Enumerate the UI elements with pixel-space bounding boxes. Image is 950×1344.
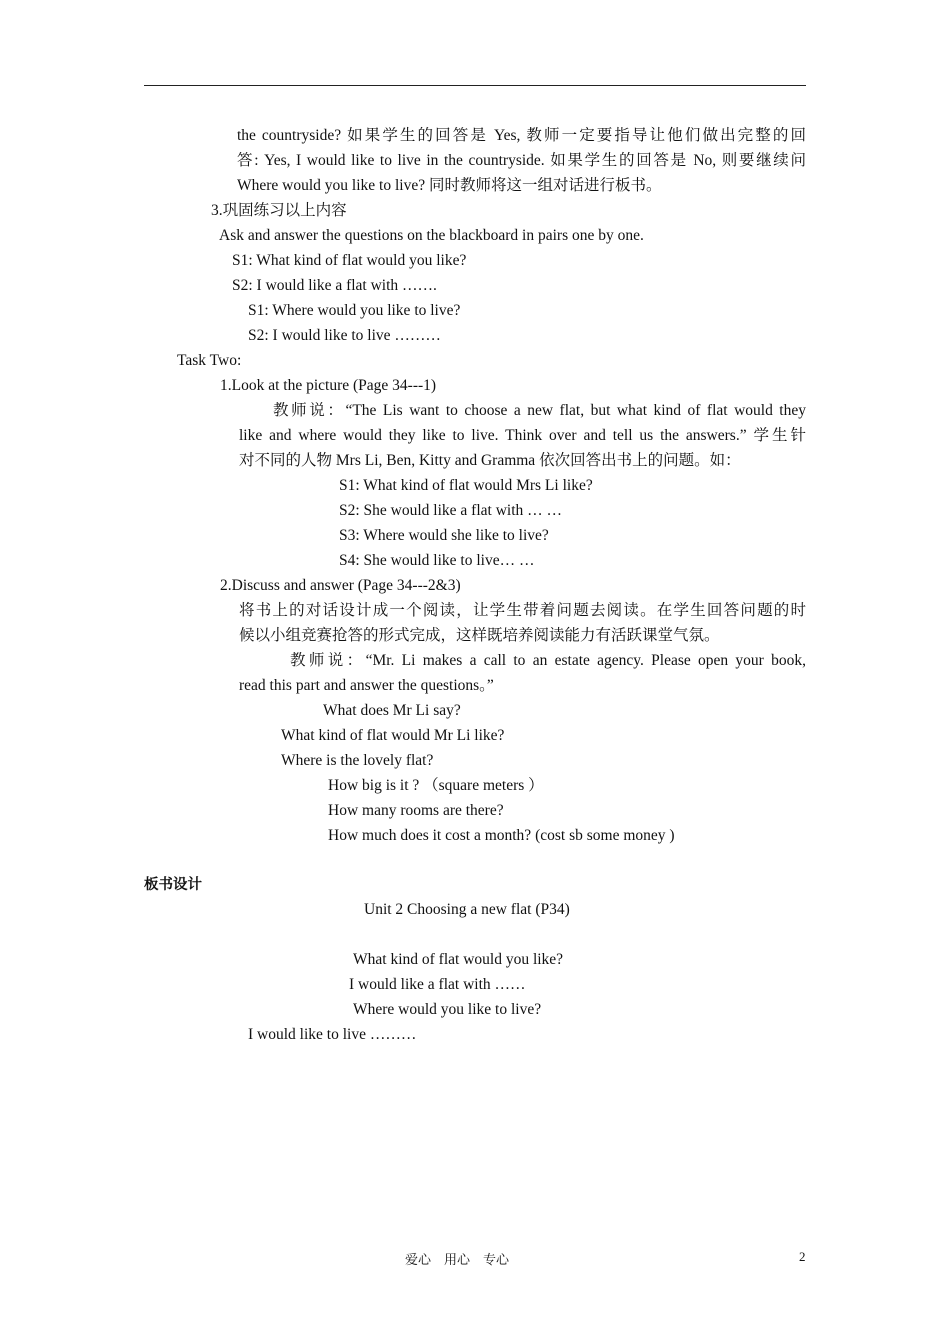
board-line: Where would you like to live? — [353, 1001, 542, 1018]
body-line: the countryside? 如果学生的回答是 Yes, 教师一定要指导让他们做出完整的回 — [237, 127, 806, 144]
board-title: Unit 2 Choosing a new flat (P34) — [364, 901, 570, 918]
page-number: 2 — [799, 1249, 806, 1264]
body-line: 候以小组竞赛抢答的形式完成，这样既培养阅读能力有活跃课堂气氛。 — [239, 627, 720, 644]
step-heading: 2.Discuss and answer (Page 34---2&3) — [220, 577, 461, 594]
board-line: I would like to live ……… — [248, 1026, 417, 1043]
dialogue-line: S3: Where would she like to live? — [339, 527, 549, 544]
body-line: Ask and answer the questions on the blackboard in pairs one by one. — [219, 227, 644, 244]
board-line: I would like a flat with …… — [349, 976, 526, 993]
body-line: Where would you like to live? 同时教师将这一组对话进行板书。 — [237, 177, 662, 194]
question-line: How big is it ? （square meters ） — [328, 777, 544, 794]
dialogue-line: S4: She would like to live… … — [339, 552, 535, 569]
body-line: 教师说：“Mr. Li makes a call to an estate agency. Please open your book, — [290, 652, 806, 669]
body-line: 将书上的对话设计成一个阅读，让学生带着问题去阅读。在学生回答问题的时 — [239, 602, 806, 619]
body-line: read this part and answer the questions。” — [239, 677, 494, 694]
dialogue-line: S2: I would like a flat with ……. — [232, 277, 437, 294]
dialogue-line: S2: She would like a flat with … … — [339, 502, 563, 519]
question-line: Where is the lovely flat? — [281, 752, 434, 769]
body-line: 答: Yes, I would like to live in the countryside. 如果学生的回答是 No, 则要继续问 — [237, 152, 806, 169]
task-heading: Task Two: — [177, 352, 242, 369]
dialogue-line: S1: What kind of flat would you like? — [232, 252, 467, 269]
question-line: What does Mr Li say? — [323, 702, 461, 719]
step-heading: 1.Look at the picture (Page 34---1) — [220, 377, 437, 394]
question-line: What kind of flat would Mr Li like? — [281, 727, 505, 744]
body-line: 教师说：“The Lis want to choose a new flat, but what kind of flat would they — [273, 402, 806, 419]
section-heading: 3.巩固练习以上内容 — [211, 202, 347, 219]
question-line: How many rooms are there? — [328, 802, 504, 819]
dialogue-line: S2: I would like to live ……… — [248, 327, 441, 344]
body-line: 对不同的人物 Mrs Li, Ben, Kitty and Gramma 依次回答出书上的问题。如： — [239, 452, 741, 469]
dialogue-line: S1: Where would you like to live? — [248, 302, 461, 319]
board-heading: 板书设计 — [144, 877, 202, 893]
dialogue-line: S1: What kind of flat would Mrs Li like? — [339, 477, 593, 494]
footer-motto: 爱心 用心 专心 — [405, 1252, 510, 1267]
board-line: What kind of flat would you like? — [353, 951, 564, 968]
body-line: like and where would they like to live. Think over and tell us the answers.” 学生针 — [239, 427, 806, 444]
header-rule — [144, 85, 806, 86]
question-line: How much does it cost a month? (cost sb some money ) — [328, 827, 675, 844]
